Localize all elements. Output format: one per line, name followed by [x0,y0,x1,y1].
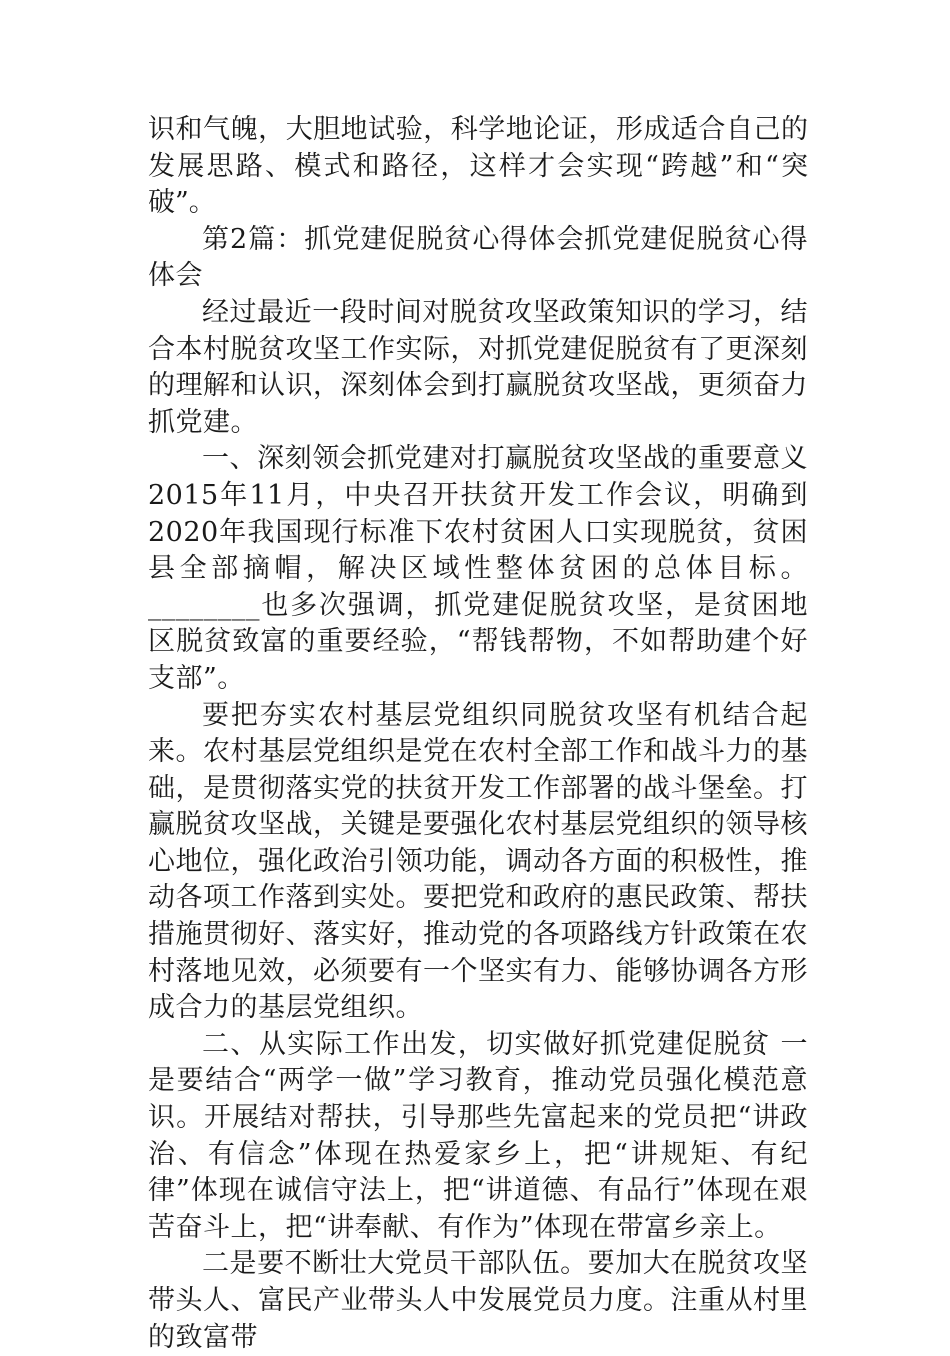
section-title: 第2篇：抓党建促脱贫心得体会抓党建促脱贫心得体会 [148,223,808,292]
paragraph-team: 二是要不断壮大党员干部队伍。要加大在脱贫攻坚带头人、富民产业带头人中发展党员力度。注重从村里的致富带 [148,1248,808,1353]
paragraph-significance: 一、深刻领会抓党建对打赢脱贫攻坚战的重要意义 2015年11月，中央召开扶贫开发工作会议，明确到2020年我国现行标准下农村贫困人口实现脱贫，贫困县全部摘帽，解决区域性整体贫困的总体目标。________也多次强调，抓党建促脱贫攻坚，是贫困地区脱贫致富的重要经验，“帮钱帮物，不如帮助建个好支部”。 [148,443,808,694]
paragraph-practice: 二、从实际工作出发，切实做好抓党建促脱贫 一是要结合“两学一做”学习教育，推动党员强化模范意识。开展结对帮扶，引导那些先富起来的党员把“讲政治、有信念”体现在热爱家乡上，把“讲规矩、有纪律”体现在诚信守法上，把“讲道德、有品行”体现在艰苦奋斗上，把“讲奉献、有作为”体现在带富乡亲上。 [148,1028,808,1243]
paragraph-grassroots: 要把夯实农村基层党组织同脱贫攻坚有机结合起来。农村基层党组织是党在农村全部工作和战斗力的基础，是贯彻落实党的扶贫开发工作部署的战斗堡垒。打赢脱贫攻坚战，关键是要强化农村基层党组织的领导核心地位，强化政治引领功能，调动各方面的积极性，推动各项工作落到实处。要把党和政府的惠民政策、帮扶措施贯彻好、落实好，推动党的各项路线方针政策在农村落地见效，必须要有一个坚实有力、能够协调各方形成合力的基层党组织。 [148,699,808,1024]
paragraph-intro: 经过最近一段时间对脱贫攻坚政策知识的学习，结合本村脱贫攻坚工作实际，对抓党建促脱贫有了更深刻的理解和认识，深刻体会到打赢脱贫攻坚战，更须奋力抓党建。 [148,296,808,438]
document-page [148,112,808,1356]
paragraph-continuation: 识和气魄，大胆地试验，科学地论证，形成适合自己的发展思路、模式和路径，这样才会实现“跨越”和“突破”。 [148,114,808,219]
